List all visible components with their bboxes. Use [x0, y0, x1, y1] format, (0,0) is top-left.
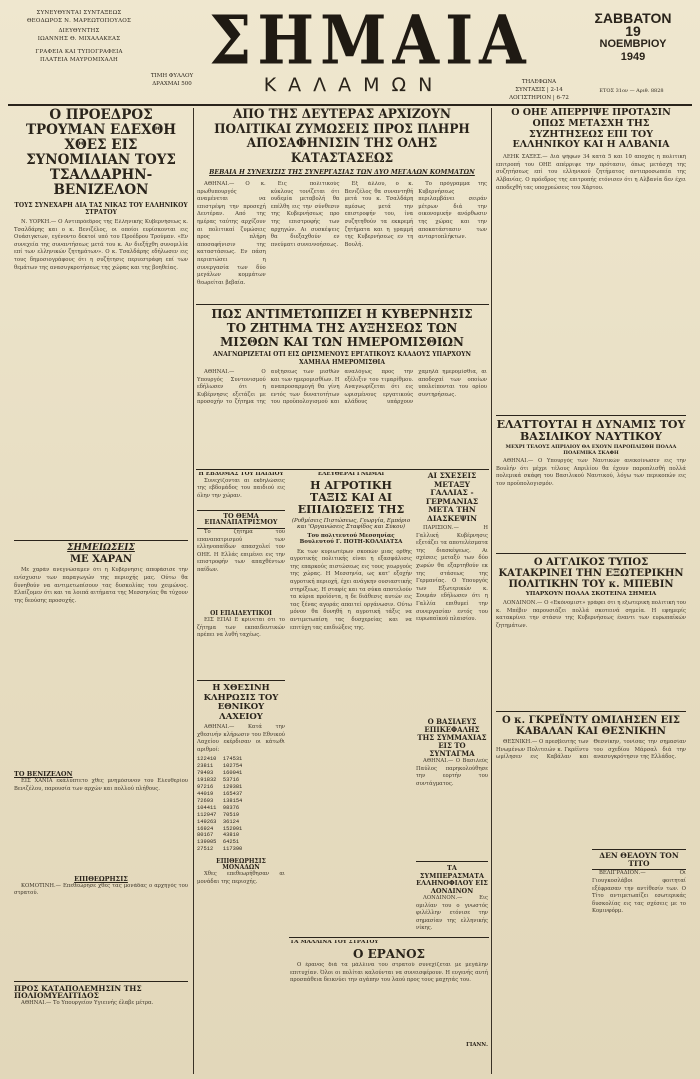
divider: [496, 415, 686, 416]
divider: [496, 711, 686, 712]
eranos-headline: Ο ΕΡΑΝΟΣ: [352, 946, 426, 961]
editors-block: [14, 10, 144, 64]
divider: [14, 540, 188, 541]
top-story-col-a: ΑΘΗΝΑΙ.— Ο κ. πρωθυπουργός αναμένεται να επιστρέψη την προσεχή Δευτέραν. Από της ημέρας ταύτης αρχίζουν αι πολιτικαί ζυμώσεις προς πλήρη αποσαφήνισιν της καταστάσεως. Εν πάση περιπτώσει η συνεργασία των δύο μεγάλων κομμάτων θεωρείται βεβαία.: [197, 181, 266, 286]
date-year: 1949: [620, 51, 646, 63]
director-name: ΙΩΑΝΝΗΣ Θ. ΜΙΧΑΛΑΚΕΑΣ: [37, 35, 121, 42]
eranos-story: [290, 940, 488, 1072]
newspaper-subtitle: ΚΑΛΑΜΩΝ: [263, 74, 445, 96]
divider: [196, 469, 489, 470]
gallia-headline: ΑΙ ΣΧΕΣΕΙΣ ΜΕΤΑΞΥ ΓΑΛΛΙΑΣ - ΓΕΡΜΑΝΙΑΣ ΜΕΤΑ ΤΗΝ ΔΙΑΣΚΕΨΙΝ: [425, 472, 479, 523]
inspection-title: ΕΠΙΘΕΩΡΗΣΙΣ: [74, 874, 128, 883]
phone-block: [504, 78, 574, 102]
divider: [496, 553, 686, 554]
masthead-rule: [8, 104, 692, 106]
top-story-subhead: ΒΕΒΑΙΑ Η ΣΥΝΕΧΙΣΙΣ ΤΗΣ ΣΥΝΕΡΓΑΣΙΑΣ ΤΩΝ ΔΥΟ ΜΕΓΑΛΩΝ ΚΟΜΜΑΤΩΝ: [209, 169, 475, 176]
office-label: ΓΡΑΦΕΙΑ ΚΑΙ ΤΥΠΟΓΡΑΦΕΙΑ: [35, 49, 123, 55]
lottery-results: [197, 756, 285, 853]
masthead: [14, 1, 686, 106]
repatriation-body: Το ζήτημα του επαναπατρισμού των ελληνοπαίδων απασχολεί τον ΟΗΕ. Η Ελλάς επιμένει εις την επιστροφήν των απαχθέντων παίδων.: [197, 528, 285, 573]
navy-headline: ΕΛΑΤΤΟΥΤΑΙ Η ΔΥΝΑΜΙΣ ΤΟΥ ΒΑΣΙΛΙΚΟΥ ΝΑΥΤΙΚΟΥ: [496, 418, 686, 444]
agri-byline: Του πολιτευτού Μεσσηνίας Βουλευτού Γ. ΠΟΤΗ-ΚΟΛΛΙΑΤΣΑ: [299, 532, 403, 546]
polio-body: ΑΘΗΝΑΙ.— Το Υπουργείον Υγιεινής έλαβε μέτρα.: [21, 999, 154, 1006]
polio-headline: ΠΡΟΣ ΚΑΤΑΠΟΛΕΜΗΣΙΝ ΤΗΣ ΠΟΛΙΟΜΥΕΛΙΤΙΔΟΣ: [14, 983, 142, 1001]
lottery-row: 112947 70519: [197, 811, 240, 818]
bevin-body: ΛΟΝΔΙΝΟΝ.— Ο «Εκόνομιστ» γράφει ότι η εξωτερική πολιτική του κ. Μπέβιν παρουσιάζει πολλά σκοτεινά σημεία. Η εφημερίς κατακρίνει την στάσιν της Κυβερνήσεως έναντι των ευρωπαϊκών ζητημάτων.: [496, 600, 686, 629]
top-story-col-b: Εις πολιτικούς κύκλους τονίζεται ότι ουδεμία μεταβολή θα επέλθη εις την σύνθεσιν της Κυβερνήσεως προ της επιστροφής των αρχηγών. Αι συσκέψεις θα διεξαχθούν εν πνεύματι συνεννοήσεως.: [270, 181, 340, 248]
bevin-subhead: ΥΠΑΡΧΟΥΝ ΠΟΛΛΑ ΣΚΟΤΕΙΝΑ ΣΗΜΕΙΑ: [525, 591, 657, 598]
office-address: ΠΛΑΤΕΙΑ ΜΑΥΡΟΜΙΧΑΛΗ: [39, 56, 119, 63]
top-story-col-d: Το πρόγραμμα της Κυβερνήσεως περιλαμβάνει σειράν μέτρων διά την οικονομικήν ανόρθωσιν της χώρας και την αποκατάστασιν των ανταρτοπλήκτων.: [418, 181, 487, 241]
tito-body: ΒΕΛΙΓΡΑΔΙΟΝ.— Οι Γιουγκοσλάβοι φοιτηταί εξέφρασαν την αντίθεσίν των. Ο Τίτο αντιμετωπίζει εσωτερικάς δυσκολίας εις τας σχέσεις με το Κομινφόρμ.: [592, 870, 686, 915]
truman-body: Ν. ΥΟΡΚΗ.— Ο Αντιπρόεδρος της Ελληνικής Κυβερνήσεως κ. Τσαλδάρης και ο κ. Βενιζέλος, οι οποίοι ευρίσκονται εις Ουάσιγκτων, εγένοντο δεκτοί υπό του Προέδρου Τρούμαν. «Εν συνεχεία της συναντήσεως μετά του κ. Αν διεξήχθη συνομιλία επί των ελληνικών ζητημάτων». Ο κ. Τσαλδάρης εδήλωσεν εις τους δημοσιογράφους ότι η συζήτησις περιεστράφη επί των θεμάτων της ανασυγκροτήσεως της χώρας και της βοηθείας.: [14, 219, 188, 271]
divider: [197, 680, 285, 681]
king-headline: Ο ΒΑΣΙΛΕΥΣ ΕΠΙΚΕΦΑΛΗΣ ΤΗΣ ΣΥΜΜΑΧΙΑΣ ΕΙΣ ΤΟ ΣΥΝΤΑΓΜΑ: [417, 717, 487, 758]
agri-kicker: ΕΛΕΥΘΕΡΑΙ ΓΝΩΜΑΙ: [317, 472, 385, 477]
king-body: ΑΘΗΝΑΙ.— Ο Βασιλεύς Παύλος παρηκολούθησε την εορτήν του συντάγματος.: [416, 758, 488, 787]
lottery-row: 97216 129381: [197, 784, 243, 791]
tito-box: [592, 849, 686, 990]
wages-subhead: ΑΝΑΓΝΩΡΙΖΕΤΑΙ ΟΤΙ ΕΙΣ ΩΡΙΣΜΕΝΟΥΣ ΕΡΓΑΤΙΚΟΥΣ ΚΛΑΔΟΥΣ ΥΠΑΡΧΟΥΝ ΧΑΜΗΛΑ ΗΜΕΡΟΜΙΣΘΙΑ: [212, 351, 472, 366]
lottery-row: 122410 174531: [197, 756, 243, 763]
lottery-row: 27512 117390: [197, 846, 243, 853]
editors-label: ΣΥΝΕΥΘΥΝΤΑΙ ΣΥΝΤΑΞΕΩΣ: [36, 10, 122, 16]
divider: [289, 937, 489, 938]
newspaper-title: ΣΗΜΑΙΑ: [209, 1, 532, 81]
venizelos-title: ΤΟ ΒΕΝΙΖΕΛΟΝ: [14, 770, 73, 779]
agri-body: Εκ των κυριωτέρων σκοπών μιας ορθής αγροτικής πολιτικής είναι η εξασφάλισις της επαρκούς πιστώσεως εις τους γεωργούς της χώρας. Η Μεσσηνία, ως κατ' εξοχήν αγροτική περιοχή, έχει ανάγκην ουσιαστικής στηρίξεως. Η σταφίς και τα σύκα αποτελούν τα κύρια προϊόντα, η δε διάθεσις αυτών εις τας ξένας αγοράς απαιτεί οργάνωσιν. Ούτω μόνον θα δυνηθή η αγροτική τάξις να αντιμετωπίση τας δυσχερείας και να επιτύχη τας επιδιώξεις της.: [290, 548, 412, 631]
child-week-body: Συνεχίζονται αι εκδηλώσεις της εβδομάδος του παιδιού εις όλην την χώραν.: [197, 477, 285, 499]
top-story-headline: ΑΠΟ ΤΗΣ ΔΕΥΤΕΡΑΣ ΑΡΧΙΖΟΥΝ ΠΟΛΙΤΙΚΑΙ ΖΥΜΩΣΕΙΣ ΠΡΟΣ ΠΛΗΡΗ ΑΠΟΣΑΦΗΝΙΣΙΝ ΤΗΣ ΟΛΗΣ ΚΑΤΑΣΤΑΣΕΩΣ: [214, 108, 470, 166]
lottery-row: 104411 98376: [197, 804, 240, 811]
uno-body: ΛΕΗΚ ΣΑΞΕΣ.— Διά ψήφων 34 κατά 5 και 10 αποχάς η πολιτική επιτροπή του ΟΗΕ απέρριψε την πρότασιν, όπως μετάσχη της συζητήσεως επί του ελληνικού ζητήματος αντιπροσωπεία της Αλβανίας. Ο πρόεδρος της επιτροπής ετόνισεν ότι η Αλβανία δεν έχει αποδεχθή τας υποχρεώσεις του Χάρτου.: [496, 154, 686, 191]
teachers-body: ΕΙΣ ΕΠΑΙ Ε κρίνεται ότι το ζήτημα των εκπαιδευτικών πρέπει να λυθή ταχέως.: [197, 617, 285, 639]
truman-subhead: ΤΟΥΣ ΣΥΝΕΧΑΡΗ ΔΙΑ ΤΑΣ ΝΙΚΑΣ ΤΟΥ ΕΛΛΗΝΙΚΟΥ ΣΤΡΑΤΟΥ: [14, 202, 188, 216]
bevin-headline: Ο ΑΓΓΛΙΚΟΣ ΤΥΠΟΣ ΚΑΤΑΚΡΙΝΕΙ ΤΗΝ ΕΞΩΤΕΡΙΚΗΝ ΠΟΛΙΤΙΚΗΝ ΤΟΥ κ. ΜΠΕΒΙΝ: [498, 557, 684, 591]
lottery-intro: ΑΘΗΝΑΙ.— Κατά την χθεσινήν κλήρωσιν του Εθνικού Λαχείου εκέρδισαν οι κάτωθι αριθμοί:: [197, 724, 285, 753]
lottery-row: 149263 36124: [197, 818, 240, 825]
column-right: [496, 108, 686, 1074]
navy-subhead: ΜΕΧΡΙ ΤΕΛΟΥΣ ΑΠΡΙΛΙΟΥ ΘΑ ΕΧΟΥΝ ΠΑΡΟΠΛΙΣΘΗ ΠΟΛΛΑ ΠΟΛΕΜΙΚΑ ΣΚΑΦΗ: [505, 444, 677, 457]
wages-body: ΑΘΗΝΑΙ.— Ο Υπουργός Συντονισμού εδήλωσεν ότι η Κυβέρνησις εξετάζει με προσοχήν το ζήτημα της αυξήσεως των μισθών και των ημερομισθίων. Η αναπροσαρμογή θα γίνη εντός των δυνατοτήτων του προϋπολογισμού και αναλόγως προς την εξέλιξιν του τιμαρίθμου. Αναγνωρίζεται ότι εις ωρισμένους εργατικούς κλάδους υπάρχουν χαμηλά ημερομίσθια, αι αποδοχαί των οποίων υπολείπονται του ορίου συντηρήσεως.: [197, 369, 487, 406]
truman-headline: Ο ΠΡΟΕΔΡΟΣ ΤΡΟΥΜΑΝ ΕΔΕΧΘΗ ΧΘΕΣ ΕΙΣ ΣΥΝΟΜΙΛΙΑΝ ΤΟΥΣ ΤΣΑΛΔΑΡΗΝ-ΒΕΝΙΖΕΛΟΝ: [25, 108, 177, 198]
column-center-left: [197, 472, 285, 1072]
column-divider: [193, 108, 194, 1074]
lottery-row: 139005 64251: [197, 839, 240, 846]
notes-subtitle: ΜΕ ΧΑΡΑΝ: [69, 554, 133, 566]
agri-subhead: (Ρυθμίσεις Πιστώσεως, Γεωργία, Εμπόριο και 'Οργανώσεις Σταφίδος και Σύκου): [291, 517, 411, 531]
date-block: [579, 8, 687, 78]
child-week-title: Η ΕΒΔΟΜΑΣ ΤΟΥ ΠΑΙΔΙΟΥ: [198, 472, 284, 477]
price-value: ΔΡΑΧΜΑΙ 500: [152, 81, 192, 87]
london-headline: ΤΑ ΣΥΜΠΕΡΑΣΜΑΤΑ ΕΛΛΗΝΟΦΙΛΟΥ ΕΙΣ ΛΟΝΔΙΝΟΝ: [416, 864, 488, 895]
top-story-col-c: Εξ άλλου, ο κ. Βενιζέλος θα συναντηθή μετά του κ. Τσαλδάρη αμέσως μετά την επιστροφήν του, ίνα συζητηθούν τα εκκρεμή ζητήματα και η γραμμή της Κυβερνήσεως εν τη Βουλή.: [344, 181, 414, 248]
column-left: [14, 108, 188, 1074]
date-number: 19: [625, 23, 641, 39]
divider: [14, 981, 188, 982]
eranos-body: Ο έρανος διά τα μάλλινα του στρατού συνεχίζεται με μεγάλην επιτυχίαν. Όλοι οι πολίται καλούνται να συνεισφέρουν. Η ευγενής αυτή προσπάθεια δεικνύει την αγάπην του λαού προς τους μαχητάς του.: [290, 961, 488, 984]
lottery-title: Η ΧΘΕΣΙΝΗ ΚΛΗΡΩΣΙΣ ΤΟΥ ΕΘΝΙΚΟΥ ΛΑΧΕΙΟΥ: [203, 683, 279, 722]
lottery-row: 44019 165437: [197, 790, 243, 797]
wages-headline: ΠΩΣ ΑΝΤΙΜΕΤΩΠΙΖΕΙ Η ΚΥΒΕΡΝΗΣΙΣ ΤΟ ΖΗΤΗΜΑ ΤΗΣ ΑΥΞΗΣΕΩΣ ΤΩΝ ΜΙΣΘΩΝ ΚΑΙ ΤΩΝ ΗΜΕΡΟΜΙΣΘΙΩΝ: [211, 307, 473, 349]
date-month: ΝΟΕΜΒΡΙΟΥ: [599, 38, 667, 50]
lottery-row: 16924 152091: [197, 825, 243, 832]
grady-headline: Ο κ. ΓΚΡΕΪΝΤΥ ΩΜΙΛΗΣΕΝ ΕΙΣ ΚΑΒΑΛΑΝ ΚΑΙ ΘΕΣΝΙΚΗΝ: [501, 715, 680, 738]
eranos-kicker: ΤΑ ΜΑΛΛΙΝΑ ΤΟΥ ΣΤΡΑΤΟΥ: [290, 940, 379, 945]
london-body: ΛΟΝΔΙΝΟΝ.— Εις ομιλίαν του ο γνωστός φιλέλλην ετόνισε την σημασίαν της ελληνικής νίκης.: [416, 895, 488, 932]
wages-story: [197, 307, 487, 469]
column-divider: [491, 108, 492, 1074]
eranos-signature: ΓΙΑΝΝ.: [466, 1041, 488, 1048]
top-story: [197, 108, 487, 304]
phone-label: ΤΗΛΕΦΩΝΑ: [521, 79, 557, 85]
inspection-body: ΚΟΜΟΤΙΝΗ.— Επεθεώρησε χθες τας μονάδας ο αρχηγός του στρατού.: [14, 882, 188, 897]
notes-body: Με χαράν ανεγνώσαμεν ότι η Κυβέρνησις απεφάσισε την ενίσχυσιν των παραγωγών της περιοχής μας. Ούτω θα δυνηθούν να αντιμετωπίσουν τας δυσκολίας του χειμώνος. Ελπίζομεν ότι και τα λοιπά αιτήματα της Μεσσηνίας θα τύχουν της δεούσης προσοχής.: [14, 567, 188, 604]
lottery-row: 191832 53716: [197, 777, 240, 784]
gallia-body: ΠΑΡΙΣΙΟΝ.— Η Γαλλική Κυβέρνησις εξετάζει τα αποτελέσματα της διασκέψεως. Αι σχέσεις μεταξύ των δύο χωρών θα εξαρτηθούν εκ της στάσεως της Γερμανίας. Ο Υπουργός των Εξωτερικών κ. Σουμάν εδήλωσεν ότι η Γαλλία επιθυμεί την συνεργασίαν εντός του ευρωπαϊκού πλαισίου.: [416, 525, 488, 623]
phone-editorial: ΣΥΝΤΑΞΙΣ | 2-14: [515, 87, 563, 93]
agri-headline: Η ΑΓΡΟΤΙΚΗ ΤΑΞΙΣ ΚΑΙ ΑΙ ΕΠΙΔΙΩΞΕΙΣ ΤΗΣ: [297, 478, 405, 516]
repatriation-title: ΤΟ ΘΕΜΑ ΕΠΑΝΑΠΑΤΡΙΣΜΟΥ: [197, 510, 285, 529]
units-body: Χθες επεθεωρήθησαν αι μονάδαι της περιοχής.: [197, 871, 285, 885]
lottery-row: 23811 102754: [197, 763, 243, 770]
tito-headline: ΔΕΝ ΘΕΛΟΥΝ ΤΟΝ ΤΙΤΟ: [592, 849, 686, 870]
navy-body: ΑΘΗΝΑΙ.— Ο Υπουργός των Ναυτικών ανεκοίνωσεν εις την Βουλήν ότι μέχρι τέλους Απριλίου θα έχουν παροπλισθή πολλά πολεμικά σκάφη του Βασιλικού Ναυτικού, λόγω των περικοπών εις τον προϋπολογισμόν.: [496, 458, 686, 487]
date-weekday: ΣΑΒΒΑΤΟΝ: [594, 10, 672, 26]
price-block: [142, 72, 202, 88]
director-label: ΔΙΕΥΘΥΝΤΗΣ: [58, 28, 100, 34]
lottery-row: 72693 138154: [197, 797, 243, 804]
agri-story: [290, 472, 412, 932]
venizelos-body: ΕΙΣ ΧΑΝΙΑ εκάλυπτετο χθες μνημόσυνον του Ελευθερίου Βενιζέλου, παρουσία των αρχών και πολλού πλήθους.: [14, 777, 188, 792]
price-label: ΤΙΜΗ ΦΥΛΛΟΥ: [150, 73, 194, 79]
notes-title: ΣΗΜΕΙΩΣΕΙΣ: [67, 543, 135, 553]
teachers-title: ΟΙ ΕΠΑΙΔΕΥΤΙΚΟΙ: [210, 609, 272, 617]
grady-body: ΘΕΣΝΙΚΗ.— Ο πρεσβευτής των Ηνωμένων Πολιτειών κ. Γκρέϊντυ ωμίλησεν εις Καβάλαν και Θεσνίκην, τονίσας την σημασίαν του σχεδίου Μάρσαλ διά την ανασυγκρότησιν της Ελλάδος.: [496, 739, 686, 761]
issue-number: ΕΤΟΣ 31ον — Αριθ. 8828: [599, 88, 664, 94]
lottery-row: 80167 43810: [197, 832, 240, 839]
units-title: ΕΠΙΘΕΩΡΗΣΙΣ ΜΟΝΑΔΩΝ: [216, 858, 266, 872]
editors-name: ΘΕΟΔΩΡΟΣ Ν. ΜΑΡΕΩΤΟΠΟΥΛΟΣ: [26, 17, 132, 24]
divider: [416, 861, 488, 862]
phone-accounting: ΛΟΓΙΣΤΗΡΙΟΝ | 6-72: [509, 95, 569, 101]
column-center-right: [416, 472, 488, 932]
uno-headline: Ο ΟΗΕ ΑΠΕΡΡΙΨΕ ΠΡΟΤΑΣΙΝ ΟΠΩΣ ΜΕΤΑΣΧΗ ΤΗΣ ΣΥΖΗΤΗΣΕΩΣ ΕΠΙ ΤΟΥ ΕΛΛΗΝΙΚΟΥ ΚΑΙ Η ΑΛΒΑΝΙΑ: [511, 108, 671, 151]
divider: [196, 304, 489, 305]
lottery-row: 79403 160041: [197, 770, 243, 777]
